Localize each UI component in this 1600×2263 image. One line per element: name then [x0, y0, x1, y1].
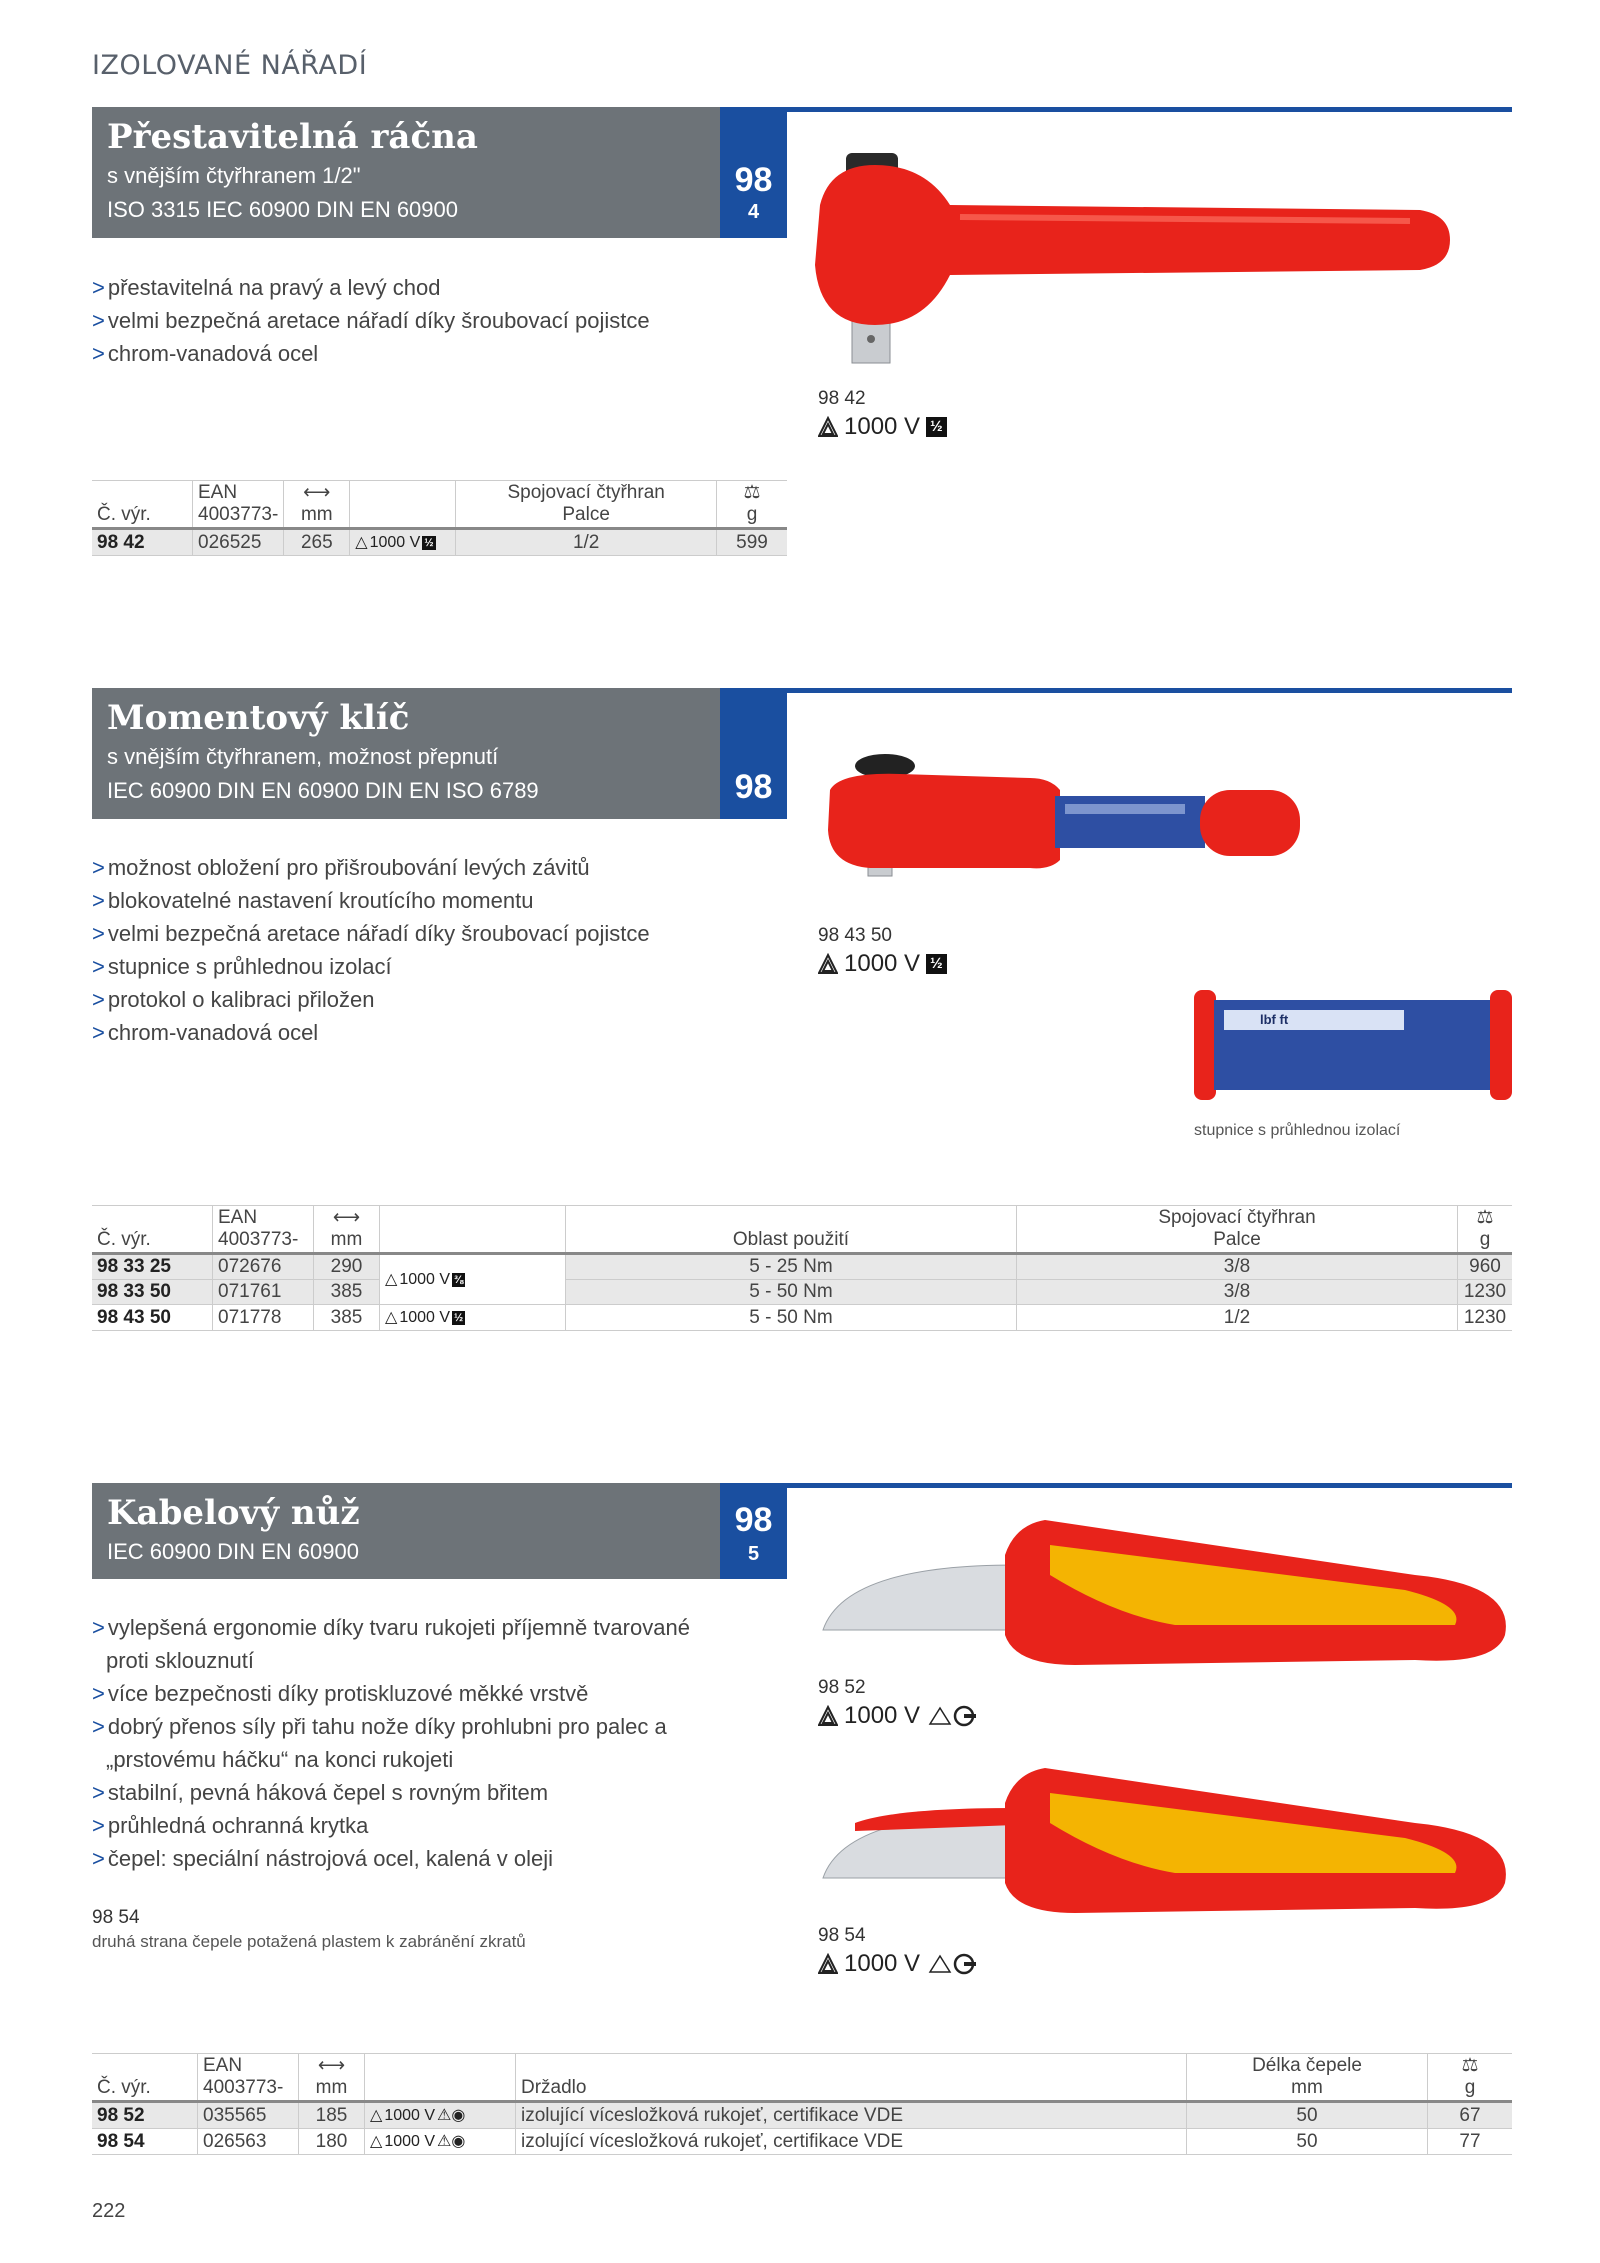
- cell-art: 98 43 50: [92, 1305, 213, 1331]
- scale-closeup-graphic: [1194, 985, 1512, 1105]
- vde-gs-cert-icon: [926, 1704, 978, 1728]
- feature-item: > dobrý přenos síly při tahu nože díky prohlubni pro palec a „prstovému háčku“ na konci rukojeti: [92, 1710, 712, 1776]
- cell-voltage: △ 1000 V ⅜: [380, 1254, 566, 1305]
- cell-drive: 3/8: [1017, 1280, 1458, 1305]
- cell-voltage: △ 1000 V ½: [350, 529, 456, 556]
- ratchet-image: [800, 145, 1520, 375]
- col-drive: Spojovací čtyřhran Palce: [1017, 1206, 1458, 1254]
- vde-gs-cert-icon: [926, 1952, 978, 1976]
- col-voltage: [365, 2054, 516, 2102]
- cell-drive: 1/2: [1017, 1305, 1458, 1331]
- feature-item: > přestavitelná na pravý a levý chod: [92, 271, 732, 304]
- section-subtitle: s vnějším čtyřhranem, možnost přepnutí: [107, 744, 499, 769]
- catalog-tab: [720, 688, 787, 819]
- table-row: [92, 2129, 1512, 2155]
- drive-size-badge: ½: [926, 954, 947, 974]
- double-arrow-icon: ⟷: [303, 482, 331, 503]
- section-title-box: [92, 688, 720, 819]
- ratchet-body: [815, 165, 1450, 325]
- cell-voltage: △ 1000 V ½: [380, 1305, 566, 1331]
- col-length: ⟷ mm: [314, 1206, 380, 1254]
- cell-ean: 035565: [198, 2102, 299, 2129]
- image-label: 98 42: [818, 388, 866, 409]
- cell-weight: 77: [1428, 2129, 1513, 2155]
- spec-table: [92, 2053, 1512, 2155]
- voltage-value: 1000 V: [844, 1702, 921, 1729]
- cell-handle: izolující vícesložková rukojeť, certifikace VDE: [516, 2102, 1187, 2129]
- note-title: 98 54: [92, 1907, 140, 1928]
- table-row: [92, 2102, 1512, 2129]
- table-row: [92, 1254, 1512, 1280]
- feature-item: > čepel: speciální nástrojová ocel, kalená v oleji: [92, 1842, 712, 1875]
- grip-left: [1194, 990, 1216, 1100]
- catalog-number: 98: [734, 768, 773, 806]
- table-row: [92, 529, 787, 556]
- cell-weight: 1230: [1458, 1280, 1513, 1305]
- table-header: [92, 2054, 1512, 2102]
- feature-item: > možnost obložení pro přišroubování levých závitů: [92, 851, 732, 884]
- cell-length: 180: [299, 2129, 365, 2155]
- page-header: IZOLOVANÉ NÁŘADÍ: [92, 50, 368, 81]
- col-ean: EAN 4003773-: [213, 1206, 314, 1254]
- section-standards: ISO 3315 IEC 60900 DIN EN 60900: [107, 197, 458, 222]
- cell-ean: 071778: [213, 1305, 314, 1331]
- cell-voltage: △ 1000 V ⚠◉: [365, 2102, 516, 2129]
- table-header: [92, 1206, 1512, 1254]
- cell-art: 98 52: [92, 2102, 198, 2129]
- cell-blade: 50: [1187, 2129, 1428, 2155]
- image-label: 98 52: [818, 1677, 866, 1698]
- cell-weight: 960: [1458, 1254, 1513, 1280]
- voltage-value: 1000 V: [844, 950, 921, 977]
- section-divider: [787, 1483, 1512, 1488]
- col-art: Č. výr.: [92, 1206, 213, 1254]
- cell-length: 385: [314, 1280, 380, 1305]
- image-label: 98 54: [818, 1925, 866, 1946]
- feature-item: > průhledná ochranná krytka: [92, 1809, 712, 1842]
- col-blade: Délka čepele mm: [1187, 2054, 1428, 2102]
- feature-item: > chrom-vanadová ocel: [92, 1016, 732, 1049]
- scale-unit: lbf ft: [1260, 1012, 1289, 1027]
- col-weight: ⚖ g: [1458, 1206, 1513, 1254]
- image-label: 98 43 50: [818, 925, 892, 946]
- feature-item: > protokol o kalibraci přiložen: [92, 983, 732, 1016]
- feature-list: [92, 851, 732, 1049]
- table-row: [92, 1305, 1512, 1331]
- col-ean: EAN 4003773-: [198, 2054, 299, 2102]
- cable-knife-image: [815, 1515, 1515, 1675]
- cell-drive: 1/2: [456, 529, 717, 556]
- cell-range: 5 - 50 Nm: [566, 1280, 1017, 1305]
- catalog-tab: [720, 1483, 787, 1579]
- section-title: Přestavitelná ráčna: [107, 117, 478, 157]
- col-art: Č. výr.: [92, 2054, 198, 2102]
- cell-range: 5 - 50 Nm: [566, 1305, 1017, 1331]
- voltage-value: 1000 V: [844, 413, 921, 440]
- feature-list: [92, 271, 732, 370]
- insulation-triangle-icon: [818, 1705, 838, 1727]
- drive-ball: [867, 335, 875, 343]
- page-number: 222: [92, 2200, 126, 2222]
- double-arrow-icon: ⟷: [317, 2055, 346, 2076]
- highlight: [960, 217, 1410, 221]
- insulation-triangle-icon: [818, 416, 838, 438]
- scale-caption: stupnice s průhlednou izolací: [1194, 1122, 1401, 1139]
- cell-length: 265: [284, 529, 350, 556]
- double-arrow-icon: ⟷: [332, 1207, 361, 1228]
- grip-right: [1490, 990, 1512, 1100]
- cell-length: 185: [299, 2102, 365, 2129]
- section-title: Momentový klíč: [107, 698, 410, 738]
- feature-item: > stupnice s průhlednou izolací: [92, 950, 732, 983]
- col-weight: ⚖ g: [1428, 2054, 1513, 2102]
- catalog-number: 98: [734, 1501, 773, 1539]
- cell-ean: 071761: [213, 1280, 314, 1305]
- scale-closeup-image: [1194, 985, 1512, 1105]
- section-standards: IEC 60900 DIN EN 60900: [107, 1539, 359, 1564]
- feature-item: > vylepšená ergonomie díky tvaru rukojeti příjemně tvarované proti sklouznutí: [92, 1611, 712, 1677]
- cell-length: 290: [314, 1254, 380, 1280]
- cable-knife-image: [815, 1763, 1515, 1923]
- cell-weight: 67: [1428, 2102, 1513, 2129]
- voltage-rating: [818, 1950, 978, 1978]
- col-weight: ⚖ g: [717, 481, 788, 529]
- cell-ean: 072676: [213, 1254, 314, 1280]
- cell-voltage: △ 1000 V ⚠◉: [365, 2129, 516, 2155]
- voltage-rating: [818, 413, 947, 441]
- cell-length: 385: [314, 1305, 380, 1331]
- feature-item: > velmi bezpečná aretace nářadí díky šroubovací pojistce: [92, 917, 732, 950]
- feature-item: > blokovatelné nastavení kroutícího momentu: [92, 884, 732, 917]
- col-range: Oblast použití: [566, 1206, 1017, 1254]
- section-subtitle: s vnějším čtyřhranem 1/2": [107, 163, 361, 188]
- col-voltage: [350, 481, 456, 529]
- cell-weight: 1230: [1458, 1305, 1513, 1331]
- feature-item: > chrom-vanadová ocel: [92, 337, 732, 370]
- catalog-subnumber: 5: [747, 1543, 760, 1565]
- voltage-rating: [818, 1702, 978, 1730]
- scale-icon: ⚖: [743, 482, 761, 503]
- catalog-subnumber: 4: [747, 201, 760, 223]
- col-art: Č. výr.: [92, 481, 193, 529]
- scale-window: [1224, 1010, 1404, 1030]
- section-title: Kabelový nůž: [107, 1493, 360, 1533]
- cell-art: 98 54: [92, 2129, 198, 2155]
- scale-icon: ⚖: [1461, 2055, 1479, 2076]
- cell-drive: 3/8: [1017, 1254, 1458, 1280]
- cell-handle: izolující vícesložková rukojeť, certifikace VDE: [516, 2129, 1187, 2155]
- insulation-triangle-icon: [818, 953, 838, 975]
- col-voltage: [380, 1206, 566, 1254]
- catalog-number: 98: [734, 161, 773, 199]
- scale-section: [1055, 796, 1205, 848]
- table-header: [92, 481, 787, 529]
- spec-table: [92, 480, 787, 556]
- torque-wrench-image: [810, 750, 1510, 900]
- feature-item: > velmi bezpečná aretace nářadí díky šroubovací pojistce: [92, 304, 732, 337]
- feature-item: > více bezpečnosti díky protiskluzové měkké vrstvě: [92, 1677, 712, 1710]
- scale-icon: ⚖: [1476, 1207, 1494, 1228]
- table-row: [92, 1280, 1512, 1305]
- cell-art: 98 42: [92, 529, 193, 556]
- insulation-triangle-icon: [818, 1953, 838, 1975]
- col-length: ⟷ mm: [284, 481, 350, 529]
- cell-ean: 026563: [198, 2129, 299, 2155]
- section-title-box: [92, 1483, 720, 1579]
- feature-list: [92, 1611, 712, 1875]
- blade: [823, 1565, 1015, 1630]
- scale-window: [1065, 804, 1185, 814]
- section-divider: [787, 107, 1512, 112]
- voltage-value: 1000 V: [844, 1950, 921, 1977]
- cell-blade: 50: [1187, 2102, 1428, 2129]
- section-title-box: [92, 107, 720, 238]
- col-handle: Držadlo: [516, 2054, 1187, 2102]
- cell-art: 98 33 25: [92, 1254, 213, 1280]
- catalog-tab: [720, 107, 787, 238]
- feature-item: > stabilní, pevná háková čepel s rovným břitem: [92, 1776, 712, 1809]
- spec-table: [92, 1205, 1512, 1331]
- cell-range: 5 - 25 Nm: [566, 1254, 1017, 1280]
- wrench-grip: [1200, 790, 1300, 856]
- section-standards: IEC 60900 DIN EN 60900 DIN EN ISO 6789: [107, 778, 539, 803]
- col-drive: Spojovací čtyřhran Palce: [456, 481, 717, 529]
- cell-ean: 026525: [193, 529, 284, 556]
- cell-art: 98 33 50: [92, 1280, 213, 1305]
- col-length: ⟷ mm: [299, 2054, 365, 2102]
- section-divider: [787, 688, 1512, 693]
- voltage-rating: [818, 950, 947, 978]
- col-ean: EAN 4003773-: [193, 481, 284, 529]
- wrench-head: [828, 774, 1060, 869]
- cell-weight: 599: [717, 529, 788, 556]
- note-text: druhá strana čepele potažená plastem k zabránění zkratů: [92, 1932, 526, 1951]
- drive-size-badge: ½: [926, 417, 947, 437]
